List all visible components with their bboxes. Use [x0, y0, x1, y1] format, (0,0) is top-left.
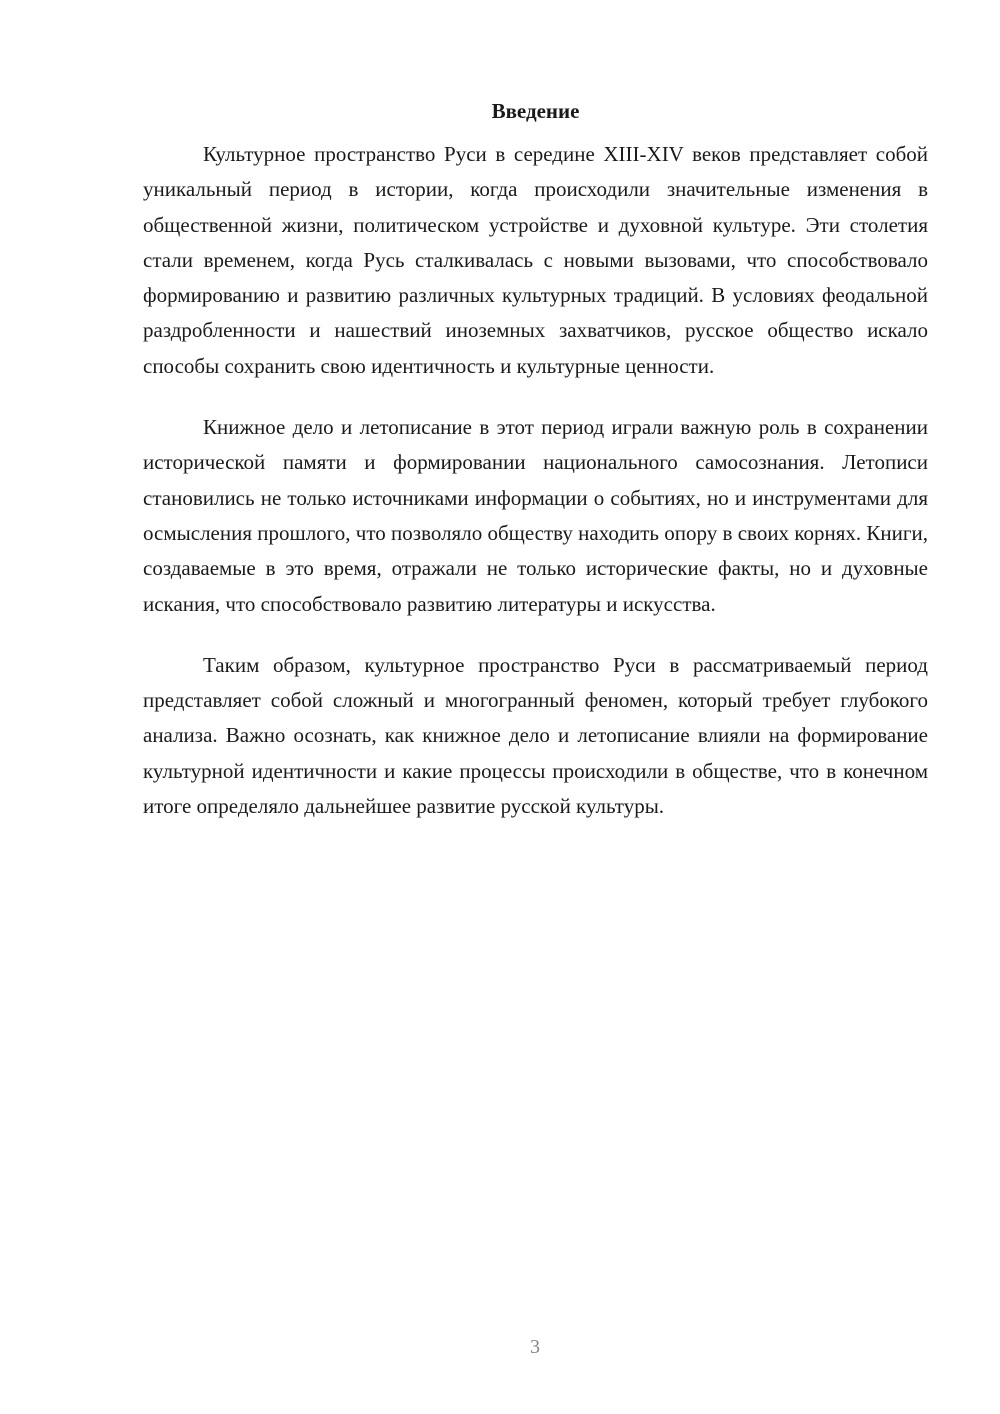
- paragraph-1: Культурное пространство Руси в середине XIII-XIV веков представляет собой уникальный период в истории, когда происходили значительные изменения в общественной жизни, политическом устройстве и духовной культуре. Эти столетия стали временем, когда Русь сталкивалась с новыми вызовами, что способствовало формированию и развитию различных культурных традиций. В условиях феодальной раздробленности и нашествий иноземных захватчиков, русское общество искало способы сохранить свою идентичность и культурные ценности.: [143, 142, 928, 378]
- paragraph-2: Книжное дело и летописание в этот период играли важную роль в сохранении исторической памяти и формировании национального самосознания. Летописи становились не только источниками информации о событиях, но и инструментами для осмысления прошлого, что позволяло обществу находить опору в своих корнях. Книги, создаваемые в это время, отражали не только исторические факты, но и духовные искания, что способствовало развитию литературы и искусства.: [143, 415, 928, 616]
- paragraph-3: Таким образом, культурное пространство Руси в рассматриваемый период представляет собой сложный и многогранный феномен, который требует глубокого анализа. Важно осознать, как книжное дело и летописание влияли на формирование культурной идентичности и какие процессы происходили в обществе, что в конечном итоге определяло дальнейшее развитие русской культуры.: [143, 652, 928, 819]
- document-body: [143, 95, 928, 850]
- section-title: Введение: [491, 99, 580, 123]
- page-number: 3: [530, 1336, 540, 1358]
